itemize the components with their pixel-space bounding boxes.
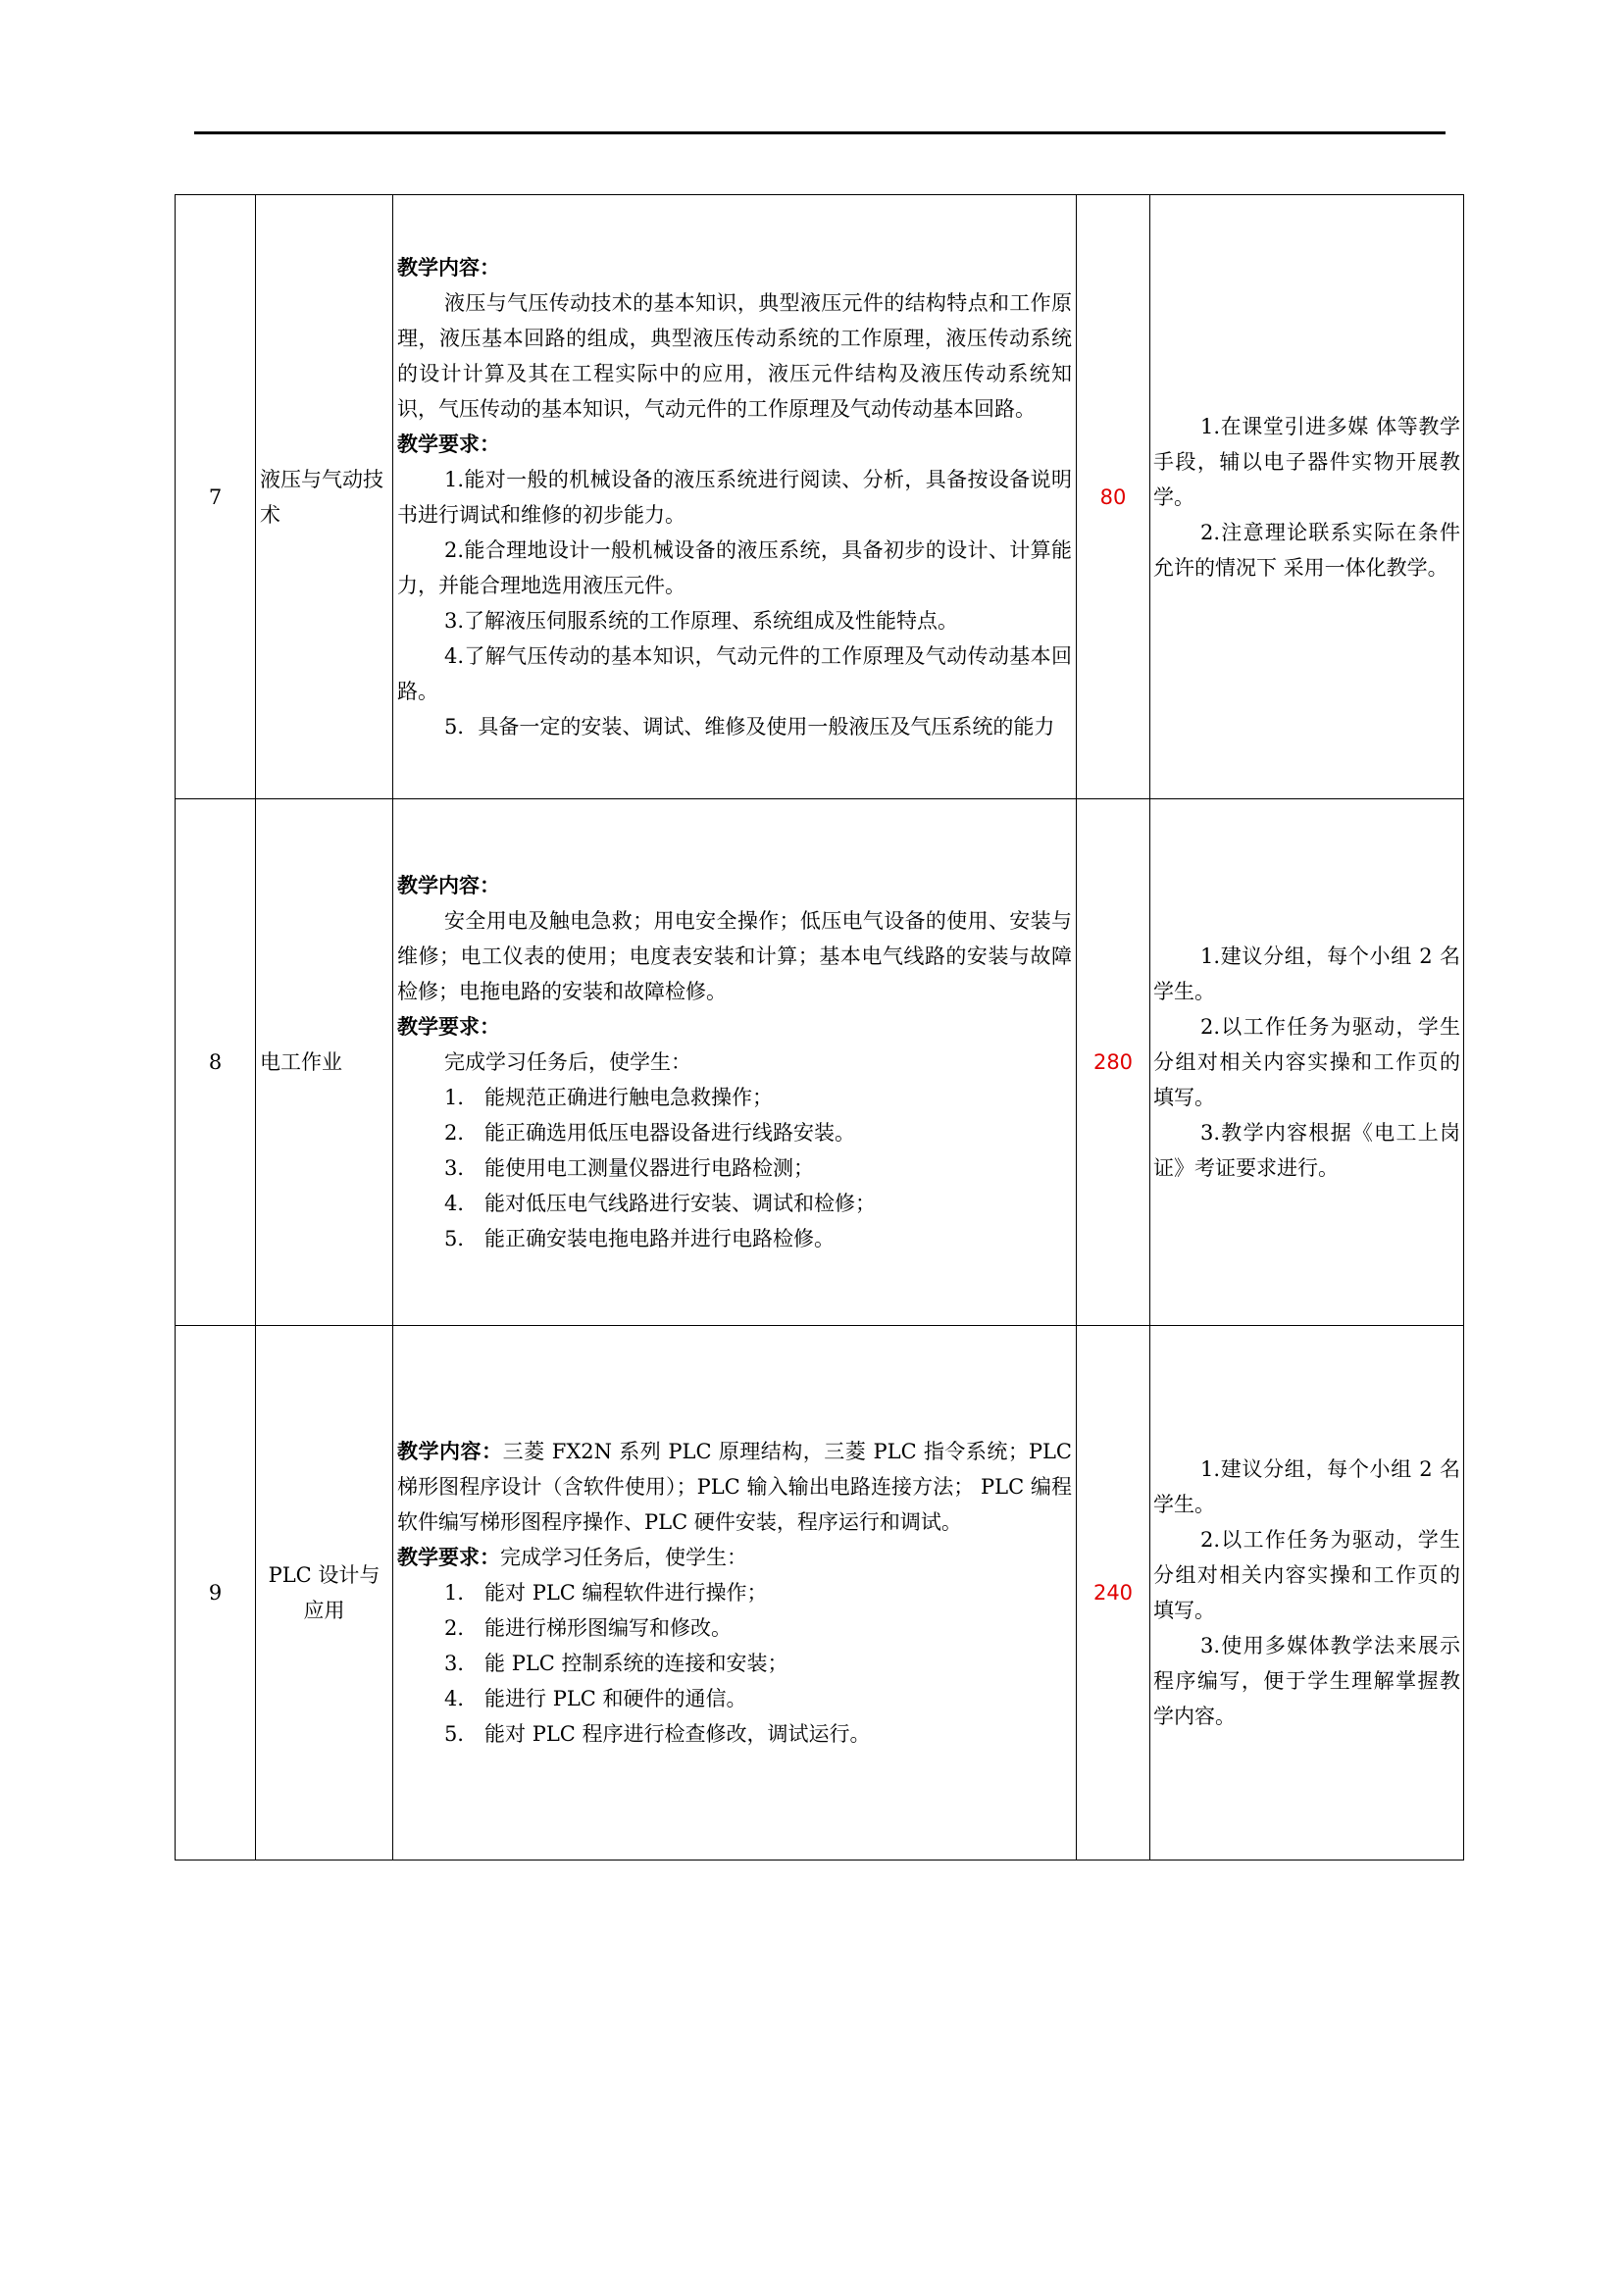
row-number: 8 — [176, 799, 256, 1326]
header-rule — [194, 131, 1446, 134]
course-name: 液压与气动技术 — [256, 195, 393, 799]
requirement-intro: 完成学习任务后，使学生： — [500, 1546, 747, 1569]
course-name: PLC 设计与应用 — [256, 1326, 393, 1861]
content-label: 教学内容： — [397, 254, 500, 280]
requirement-item: 1． 能规范正确进行触电急救操作； — [444, 1086, 774, 1109]
method-item: 2.注意理论联系实际在条件允许的情况下 采用一体化教学。 — [1153, 520, 1460, 580]
requirement-paragraph — [397, 1540, 1072, 1575]
curriculum-table — [175, 194, 1464, 1861]
method-item: 1.建议分组，每个小组 2 名学生。 — [1153, 1457, 1460, 1516]
table-row — [176, 1326, 1464, 1861]
requirement-label: 教学要求： — [397, 1014, 500, 1039]
row-number: 7 — [176, 195, 256, 799]
requirement-item: 3． 能使用电工测量仪器进行电路检测； — [444, 1156, 815, 1180]
requirement-label: 教学要求： — [397, 1545, 500, 1569]
teaching-method — [1150, 799, 1464, 1326]
teaching-method — [1150, 1326, 1464, 1861]
course-content — [393, 799, 1077, 1326]
requirement-item: 2． 能进行梯形图编写和修改。 — [444, 1616, 733, 1640]
requirement-item: 4.了解气压传动的基本知识，气动元件的工作原理及气动传动基本回路。 — [397, 643, 1072, 703]
requirement-item: 4． 能对低压电气线路进行安装、调试和检修； — [444, 1192, 877, 1215]
requirement-item: 3.了解液压伺服系统的工作原理、系统组成及性能特点。 — [444, 608, 959, 633]
method-item: 3.教学内容根据《电工上岗证》考证要求进行。 — [1153, 1121, 1460, 1180]
course-content — [393, 195, 1077, 799]
course-name: 电工作业 — [256, 799, 393, 1326]
content-text: 液压与气压传动技术的基本知识，典型液压元件的结构特点和工作原理，液压基本回路的组成，典型液压传动系统的工作原理，液压传动系统的设计计算及其在工程实际中的应用，液压元件结构及液压传动系统知识，气压传动的基本知识，气动元件的工作原理及气动传动基本回路。 — [397, 290, 1072, 421]
content-text: 三菱 FX2N 系列 PLC 原理结构，三菱 PLC 指令系统；PLC 梯形图程序设计（含软件使用）；PLC 输入输出电路连接方法； PLC 编程软件编写梯形图程序操作、PLC 硬件安装，程序运行和调试。 — [397, 1440, 1073, 1534]
requirement-item: 1． 能对 PLC 编程软件进行操作； — [444, 1581, 768, 1605]
course-hours: 80 — [1077, 195, 1150, 799]
teaching-method — [1150, 195, 1464, 799]
requirement-item: 1.能对一般的机械设备的液压系统进行阅读、分析，具备按设备说明书进行调试和维修的初步能力。 — [397, 467, 1072, 527]
requirement-item: 5． 能对 PLC 程序进行检查修改，调试运行。 — [444, 1722, 871, 1746]
requirement-item: 5．具备一定的安装、调试、维修及使用一般液压及气压系统的能力 — [444, 714, 1055, 739]
requirement-item: 2.能合理地设计一般机械设备的液压系统，具备初步的设计、计算能力，并能合理地选用液压元件。 — [397, 537, 1072, 597]
table-row — [176, 195, 1464, 799]
content-paragraph — [397, 1434, 1072, 1540]
method-item: 1.建议分组，每个小组 2 名学生。 — [1153, 944, 1460, 1003]
requirement-item: 5． 能正确安装电拖电路并进行电路检修。 — [444, 1227, 836, 1250]
method-item: 1.在课堂引进多媒 体等教学手段，辅以电子器件实物开展教学。 — [1153, 414, 1460, 509]
requirement-item: 2． 能正确选用低压电器设备进行线路安装。 — [444, 1121, 856, 1145]
method-item: 2.以工作任务为驱动，学生分组对相关内容实操和工作页的填写。 — [1153, 1528, 1460, 1622]
course-hours: 280 — [1077, 799, 1150, 1326]
content-label: 教学内容： — [397, 873, 500, 897]
content-text: 安全用电及触电急救；用电安全操作；低压电气设备的使用、安装与维修；电工仪表的使用；电度表安装和计算；基本电气线路的安装与故障检修；电拖电路的安装和故障检修。 — [397, 909, 1072, 1003]
method-item: 3.使用多媒体教学法来展示程序编写，便于学生理解掌握教学内容。 — [1153, 1634, 1460, 1728]
requirement-item: 3． 能 PLC 控制系统的连接和安装； — [444, 1652, 788, 1675]
row-number: 9 — [176, 1326, 256, 1861]
content-label: 教学内容： — [397, 1439, 503, 1463]
requirement-intro: 完成学习任务后，使学生： — [444, 1050, 691, 1074]
method-item: 2.以工作任务为驱动，学生分组对相关内容实操和工作页的填写。 — [1153, 1015, 1460, 1109]
requirement-item: 4． 能进行 PLC 和硬件的通信。 — [444, 1687, 747, 1710]
course-hours: 240 — [1077, 1326, 1150, 1861]
table-row — [176, 799, 1464, 1326]
requirement-label: 教学要求： — [397, 431, 500, 456]
course-content — [393, 1326, 1077, 1861]
